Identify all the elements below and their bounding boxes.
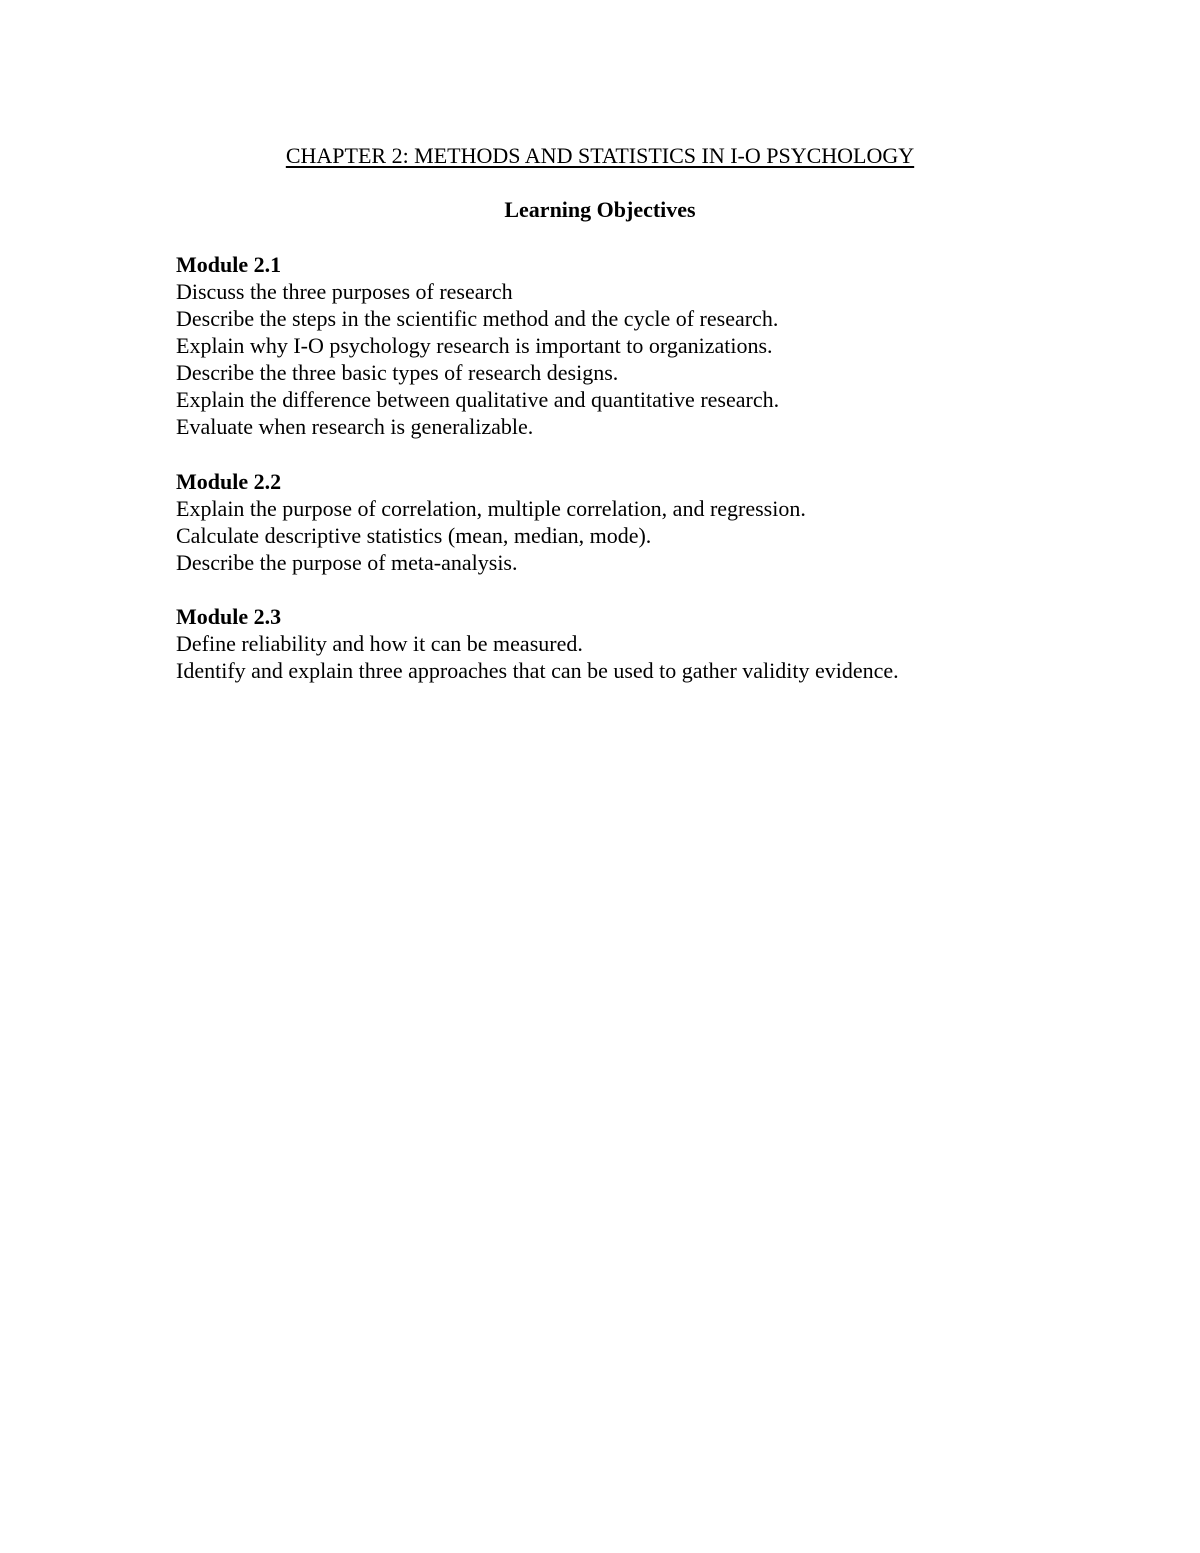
objective-item: Calculate descriptive statistics (mean, median, mode). [176, 523, 652, 548]
module-2-3-section [176, 603, 1156, 684]
objective-item: Explain the purpose of correlation, multiple correlation, and regression. [176, 496, 806, 521]
chapter-title: CHAPTER 2: METHODS AND STATISTICS IN I-O PSYCHOLOGY [285, 143, 915, 168]
objective-item: Identify and explain three approaches that can be used to gather validity evidence. [176, 658, 899, 683]
objective-list [176, 630, 1156, 684]
objective-item: Describe the steps in the scientific method and the cycle of research. [176, 306, 779, 331]
objective-item: Explain why I-O psychology research is important to organizations. [176, 333, 773, 358]
objective-item: Discuss the three purposes of research [176, 279, 513, 304]
module-2-2-section [176, 468, 1156, 576]
module-heading: Module 2.3 [176, 604, 282, 629]
objective-item: Describe the three basic types of research designs. [176, 360, 619, 385]
objective-item: Evaluate when research is generalizable. [176, 414, 534, 439]
learning-objectives-heading: Learning Objectives [504, 197, 696, 222]
module-heading: Module 2.1 [176, 252, 282, 277]
module-heading: Module 2.2 [176, 469, 282, 494]
objective-list [176, 278, 1156, 440]
objective-item: Explain the difference between qualitative and quantitative research. [176, 387, 780, 412]
objective-item: Describe the purpose of meta-analysis. [176, 550, 518, 575]
objective-list [176, 495, 1156, 576]
module-2-1-section [176, 251, 1156, 440]
objective-item: Define reliability and how it can be measured. [176, 631, 583, 656]
